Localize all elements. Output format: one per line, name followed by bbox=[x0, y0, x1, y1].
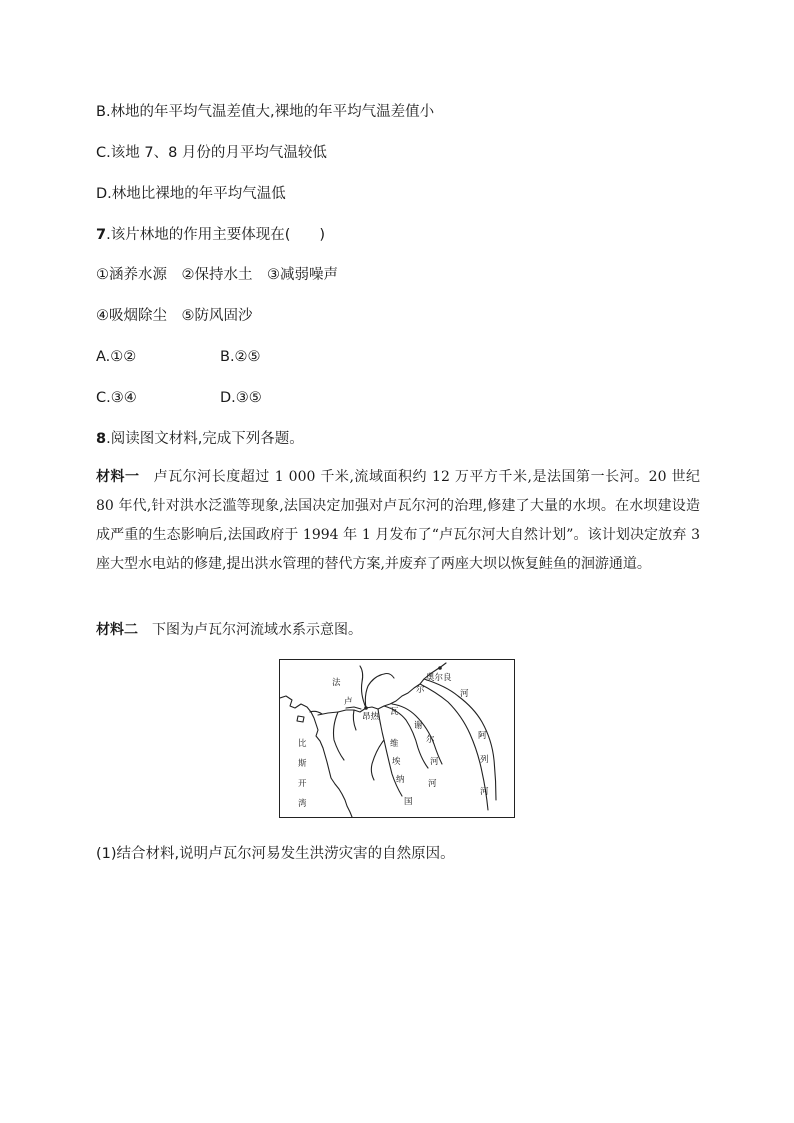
q7-items-line1: ①涵养水源 ②保持水土 ③减弱噪声 bbox=[96, 267, 338, 283]
orleans-marker bbox=[438, 666, 442, 670]
label-wan: 湾 bbox=[298, 799, 307, 809]
label-cher-2: 尔 bbox=[426, 735, 435, 745]
label-cher-3: 河 bbox=[430, 757, 439, 767]
label-allier-3: 河 bbox=[480, 787, 489, 797]
q8-stem-text: .阅读图文材料,完成下列各题。 bbox=[106, 431, 304, 447]
label-vienne-3: 纳 bbox=[396, 775, 405, 785]
upper-tributary-network bbox=[365, 674, 394, 709]
q8-number: 8 bbox=[96, 431, 107, 447]
material-two-text: 下图为卢瓦尔河流域水系示意图。 bbox=[152, 622, 362, 638]
allier-river bbox=[420, 684, 488, 810]
label-fa: 法 bbox=[332, 678, 341, 688]
label-angers: 昂热 bbox=[362, 712, 380, 722]
label-guo: 国 bbox=[404, 797, 413, 807]
label-he-top: 河 bbox=[460, 689, 469, 699]
label-kai: 开 bbox=[298, 779, 307, 789]
loire-main-river bbox=[318, 663, 446, 715]
small-tributary-center bbox=[353, 710, 356, 730]
q6-option-c: C.该地 7、8 月份的月平均气温较低 bbox=[96, 145, 327, 161]
q6-option-b: B.林地的年平均气温差值大,裸地的年平均气温差值小 bbox=[96, 104, 435, 120]
label-vienne-2: 埃 bbox=[392, 757, 401, 767]
q7-stem-text: .该片林地的作用主要体现在( ) bbox=[106, 227, 326, 243]
label-cher-1: 谢 bbox=[414, 721, 423, 731]
angers-marker bbox=[364, 706, 368, 710]
q7-items-line2: ④吸烟除尘 ⑤防风固沙 bbox=[96, 308, 253, 324]
material-one bbox=[96, 463, 700, 579]
label-er-top: 尔 bbox=[416, 685, 425, 695]
material-one-label: 材料一 bbox=[96, 469, 140, 485]
label-lu: 卢 bbox=[344, 697, 353, 707]
label-allier-1: 阿 bbox=[478, 731, 487, 741]
label-vienne-1: 维 bbox=[390, 739, 399, 749]
island bbox=[297, 716, 304, 722]
label-orleans: 奥尔良 bbox=[426, 673, 452, 683]
q7-option-b: B.②⑤ bbox=[220, 349, 261, 365]
material-two bbox=[96, 616, 700, 645]
label-vienne-4: 河 bbox=[428, 779, 437, 789]
label-si: 斯 bbox=[298, 759, 307, 769]
vienne-tributary bbox=[371, 740, 384, 780]
q7-stem bbox=[96, 225, 325, 245]
material-one-text: 卢瓦尔河长度超过 1 000 千米,流域面积约 12 万平方千米,是法国第一长河。20 世纪 80 年代,针对洪水泛滥等现象,法国决定加强对卢瓦尔河的治理,修建了大量的水坝。在水坝建设造成严重的生态影响后,法国政府于 1994 年 1 月发布了“卢瓦尔河大自然计划”。该计划决定放弃 3 座大型水电站的修建,提出洪水管理的替代方案,并废弃了两座大坝以恢复鲑鱼的洄游通道。 bbox=[96, 469, 701, 572]
q8-sub-question-1: (1)结合材料,说明卢瓦尔河易发生洪涝灾害的自然原因。 bbox=[96, 846, 455, 862]
label-allier-2: 列 bbox=[480, 755, 489, 765]
q7-option-d: D.③⑤ bbox=[220, 390, 262, 406]
label-bi: 比 bbox=[298, 739, 307, 749]
q7-option-a: A.①② bbox=[96, 349, 137, 365]
q7-option-c: C.③④ bbox=[96, 390, 137, 406]
loire-main-river-bank bbox=[346, 707, 361, 709]
loire-river-map bbox=[279, 659, 515, 818]
q7-number: 7 bbox=[96, 227, 107, 243]
material-two-label: 材料二 bbox=[96, 622, 138, 638]
label-wa: 瓦 bbox=[390, 707, 399, 717]
q8-stem bbox=[96, 429, 304, 449]
q6-option-d: D.林地比裸地的年平均气温低 bbox=[96, 186, 286, 202]
small-tributary-west bbox=[334, 712, 345, 760]
